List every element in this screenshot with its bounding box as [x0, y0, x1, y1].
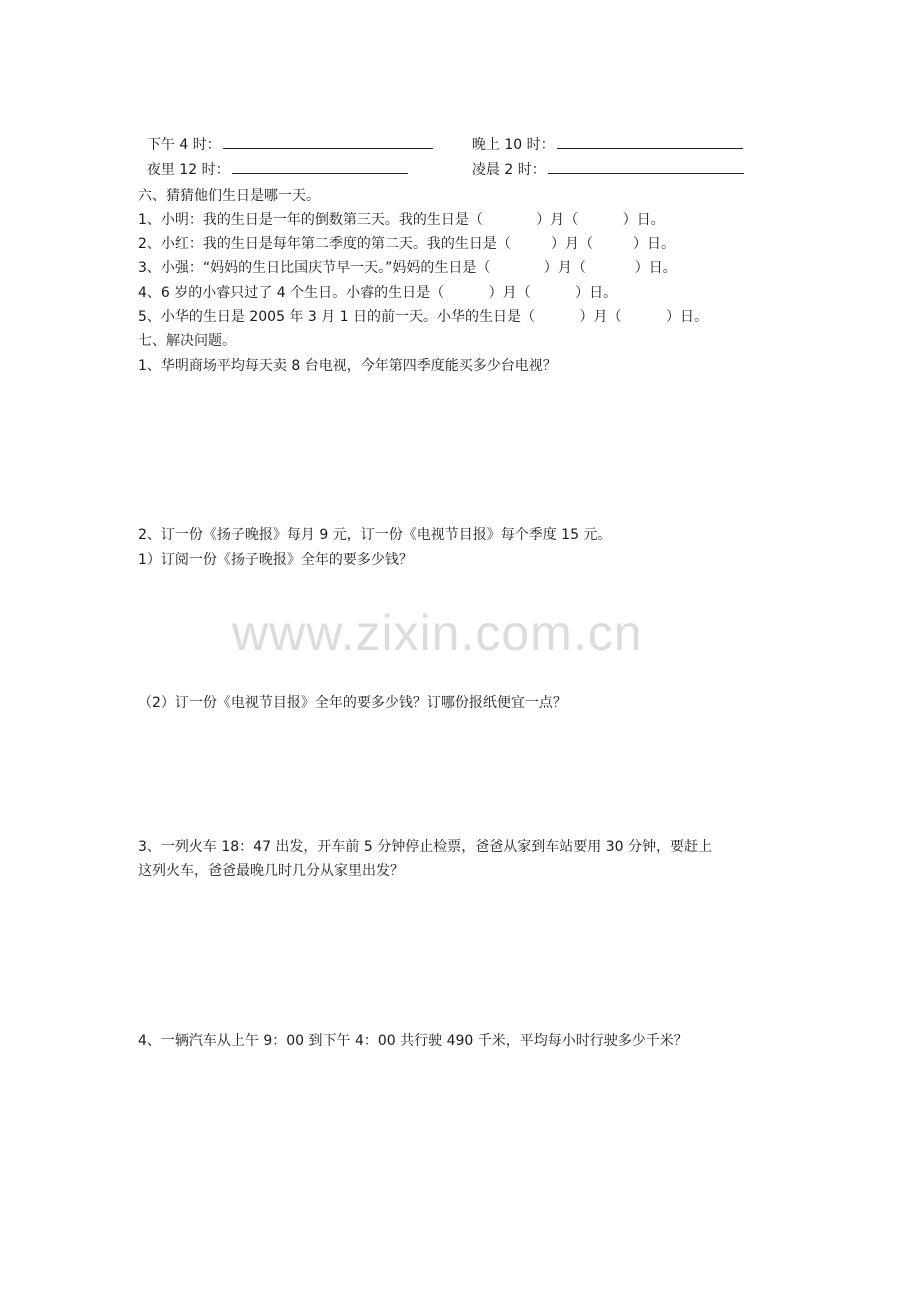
early2-label: 凌晨 2 时：: [471, 162, 546, 178]
midnight12-row: [138, 139, 408, 180]
problem-1: 1、华明商场平均每天卖 8 台电视，今年第四季度能买多少台电视？: [138, 358, 557, 374]
watermark-text: www.zixin.com.cn: [232, 605, 643, 661]
problem-3-line1: 3、一列火车 18：47 出发，开车前 5 分钟停止检票，爸爸从家到车站要用 30 分钟，要赶上: [138, 839, 712, 855]
pm4-label: 下午 4 时：: [146, 137, 221, 153]
section7-title: 七、解决问题。: [138, 333, 236, 349]
problem-2: 2、订一份《扬子晚报》每月 9 元，订一份《电视节目报》每个季度 15 元。: [138, 527, 612, 543]
birthday-question: 1、小明：我的生日是一年的倒数第三天。我的生日是（ ）月（ ）日。: [138, 212, 665, 228]
midnight12-label: 夜里 12 时：: [146, 162, 230, 178]
birthday-question: 3、小强：“妈妈的生日比国庆节早一天。”妈妈的生日是（ ）月（ ）日。: [138, 260, 677, 276]
problem-2-part2: （2）订一份《电视节目报》全年的要多少钱？订哪份报纸便宜一点？: [138, 695, 567, 711]
early2-row: [463, 139, 744, 180]
birthday-question: 4、6 岁的小睿只过了 4 个生日。小睿的生日是（ ）月（ ）日。: [138, 285, 618, 301]
midnight12-answer-blank[interactable]: [232, 159, 408, 174]
problem-3-line2: 这列火车，爸爸最晚几时几分从家里出发？: [138, 863, 404, 879]
section6-title: 六、猜猜他们生日是哪一天。: [138, 188, 320, 204]
birthday-question: 2、小红：我的生日是每年第二季度的第二天。我的生日是（ ）月（ ）日。: [138, 236, 676, 252]
birthday-question: 5、小华的生日是 2005 年 3 月 1 日的前一天。小华的生日是（ ）月（ ）日。: [138, 309, 709, 325]
early2-answer-blank[interactable]: [548, 159, 744, 174]
problem-4: 4、一辆汽车从上午 9：00 到下午 4：00 共行驶 490 千米，平均每小时行驶多少千米？: [138, 1033, 688, 1049]
problem-2-part1: 1）订阅一份《扬子晚报》全年的要多少钱？: [138, 552, 413, 568]
night10-label: 晚上 10 时：: [471, 137, 555, 153]
